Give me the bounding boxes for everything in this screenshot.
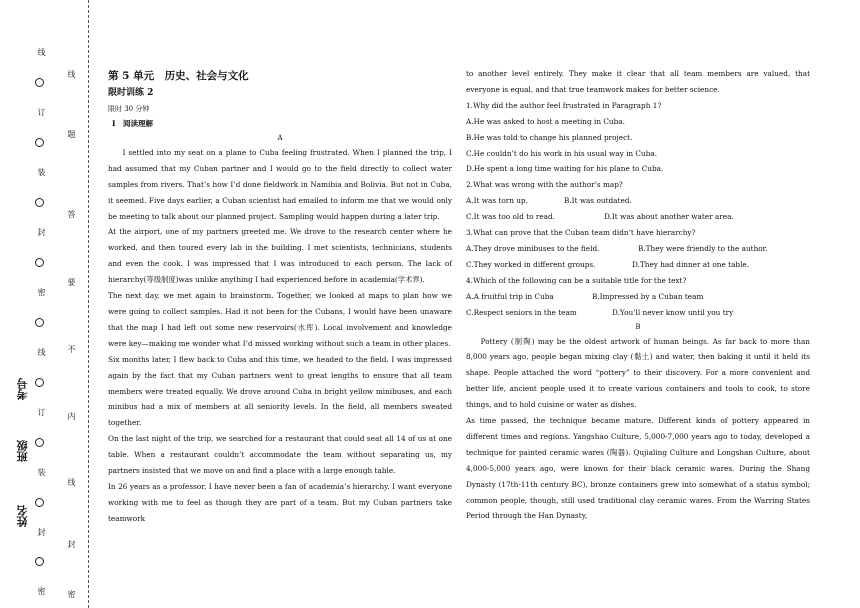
class-label: 班级: [16, 440, 29, 462]
passage-a-paragraph: At the airport, one of my partners greeted me. We drove to the research center where he worked, and then toured every lab in the building. I met scientists, technicians, students and even the cook. I was impressed that I was introduced to each person. The lack of hierarchy(等级制度)was unlike anything I had experienced before in academia(学术界).: [108, 227, 452, 285]
passage-a-paragraph: I settled into my seat on a plane to Cuba feeling frustrated. When I planned the trip, I had assumed that my Cuban partner and I would go to the field directly to collect water samples from rivers. That’s how I’d done fieldwork in Namibia and Bolivia. But not in Cuba, it seemed. Five days earlier, a Cuban scientist had emailed to inform me that we would only be meeting to talk about our planned project. Sampling would happen during a later trip.: [108, 147, 452, 221]
seal-char: 线: [37, 48, 46, 56]
seal-char: 答: [67, 210, 76, 218]
question-stem: 4.Which of the following can be a suitable title for the text?: [466, 275, 687, 285]
question-option: B.Impressed by a Cuban team: [592, 291, 704, 301]
question-option: D.They had dinner at one table.: [632, 259, 750, 269]
binding-margin: [0, 0, 110, 608]
seal-char: 密: [37, 288, 46, 296]
seal-char: 订: [37, 408, 46, 416]
question-option: B.It was outdated.: [564, 196, 632, 206]
seal-char: 密: [67, 590, 76, 598]
circle-mark: [35, 318, 44, 327]
section-title: Ⅰ 阅读理解: [112, 119, 154, 128]
circle-mark: [35, 557, 44, 566]
circle-mark: [35, 198, 44, 207]
right-column: [466, 66, 810, 524]
question-option: C.He couldn’t do his work in his usual way in Cuba.: [466, 148, 658, 158]
passage-a-paragraph: to another level entirely. They make it clear that all team members are valued, that everyone is equal, and that true teamwork makes for better science.: [466, 69, 810, 94]
name-label: 姓名: [16, 505, 29, 527]
seal-char: 题: [67, 130, 76, 138]
passage-a-label: A: [277, 133, 283, 142]
seal-char: 线: [67, 70, 76, 78]
question-option: D.He spent a long time waiting for his plane to Cuba.: [466, 164, 664, 174]
circle-mark: [35, 258, 44, 267]
seal-char: 不: [67, 345, 76, 353]
question-stem: 1.Why did the author feel frustrated in Paragraph 1?: [466, 100, 662, 110]
circle-mark: [35, 138, 44, 147]
circle-mark: [35, 78, 44, 87]
passage-a-paragraph: In 26 years as a professor, I have never been a fan of academia’s hierarchy. I want everyone working with me to feel as though they are part of a team. But my Cuban partners take teamwork: [108, 481, 452, 523]
seal-char: 密: [37, 587, 46, 595]
seal-char: 线: [37, 348, 46, 356]
seal-char: 封: [67, 540, 76, 548]
seal-char: 装: [37, 468, 46, 476]
passage-b-label: B: [635, 322, 641, 331]
question-option: D.It was about another water area.: [604, 212, 734, 222]
seal-char: 线: [67, 478, 76, 486]
seal-char: 内: [67, 412, 76, 420]
seal-line: [88, 0, 89, 608]
question-option: A.A fruitful trip in Cuba: [466, 291, 554, 301]
unit-title: 第 5 单元 历史、社会与文化: [108, 70, 249, 82]
question-option: A.It was torn up.: [466, 196, 528, 206]
seal-char: 装: [37, 168, 46, 176]
time-limit: 限时 30 分钟: [108, 105, 150, 113]
question-option: B.They were friendly to the author.: [638, 243, 768, 253]
circle-mark: [35, 498, 44, 507]
question-option: C.They worked in different groups.: [466, 259, 596, 269]
question-option: B.He was told to change his planned project.: [466, 132, 633, 142]
seal-char: 封: [37, 228, 46, 236]
question-stem: 2.What was wrong with the author’s map?: [466, 180, 623, 190]
question-option: A.They drove minibuses to the field.: [466, 243, 600, 253]
left-column: [108, 68, 452, 527]
question-option: D.You’ll never know until you try: [612, 307, 734, 317]
question-option: C.Respect seniors in the team: [466, 307, 577, 317]
passage-a-paragraph: The next day, we met again to brainstorm. Together, we looked at maps to plan how we were going to collect samples. Had it not been for the Cubans, I would have been unaware that the map I had left out some new reservoirs(水库). Local involvement and knowledge were key—making me wonder what I’d missed working without such a team in other places.: [108, 291, 452, 348]
exam-number-label: 考号: [16, 378, 29, 400]
passage-b-paragraph: As time passed, the technique became mature. Different kinds of pottery appeared in different times and regions. Yangshao Culture, 5,000-7,000 years ago to today, developed a technique for painted ceramic wares (陶器). Qujialing Culture and Longshan Culture, about 4,000-5,000 years ago, were known for their black ceramic wares. During the Shang Dynasty (17th-11th century BC), bronze containers grew into somewhat of a status symbol; common people, though, still used traditional clay ceramic wares. From the Warring States Period through the Han Dynasty,: [466, 416, 810, 521]
circle-mark: [35, 438, 44, 447]
question-stem: 3.What can prove that the Cuban team didn’t have hierarchy?: [466, 228, 696, 238]
question-option: C.It was too old to read.: [466, 212, 555, 222]
passage-a-paragraph: Six months later, I flew back to Cuba and this time, we headed to the field. I was impressed again by the fact that my Cuban partners went to great lengths to ensure that all team members were treated equally. We drove around Cuba in bright yellow minibuses, and each minibus had a mix of members at all seniority levels. In the field, all members sweated together.: [108, 354, 452, 428]
seal-char: 封: [37, 528, 46, 536]
seal-char: 要: [67, 278, 76, 286]
circle-mark: [35, 378, 44, 387]
passage-a-paragraph: On the last night of the trip, we searched for a restaurant that could seat all 14 of us at one table. When a restaurant couldn’t accommodate the team without separating us, my partners insisted that we move on and find a place with a large enough table.: [108, 434, 452, 476]
seal-char: 订: [37, 108, 46, 116]
question-option: A.He was asked to host a meeting in Cuba.: [466, 116, 625, 126]
passage-b-paragraph: Pottery (制陶) may be the oldest artwork of human beings. As far back to more than 8,000 years ago, people began mixing clay (黏土) and water, then baking it until it held its shape. People attached the word “pottery” to their discovery. For a more convenient and better life, ancient people used it to create various containers and tools to cook, to store things, and to hold cuisine or water as dishes.: [466, 336, 810, 410]
drill-title: 限时训练 2: [108, 88, 154, 98]
